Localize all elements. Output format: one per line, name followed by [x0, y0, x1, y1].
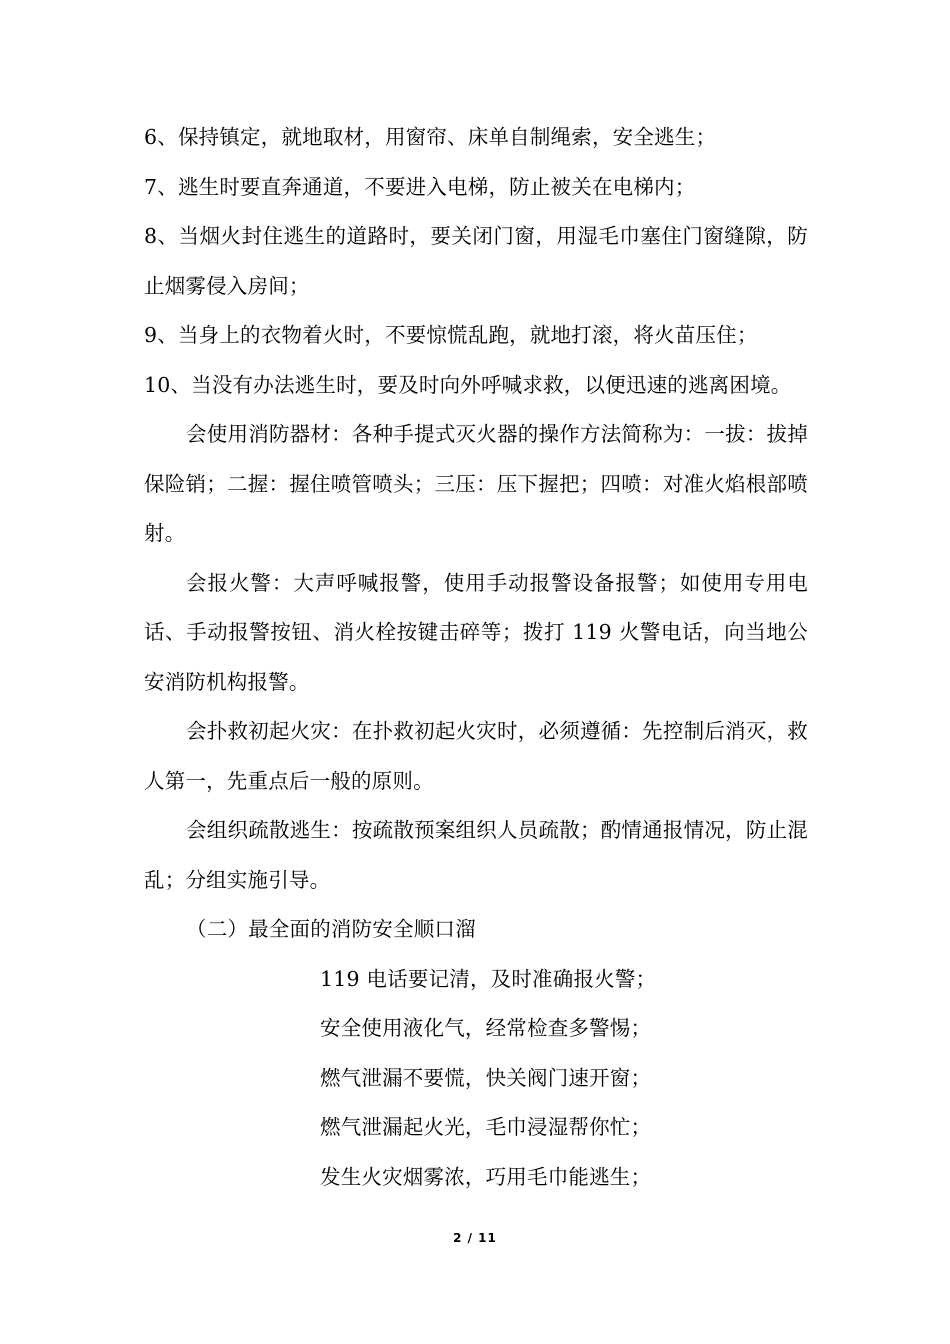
page-number: 2 / 11: [453, 1231, 497, 1245]
rhyme-block: [144, 955, 808, 1203]
paragraph-initial-firefighting: 会扑救初起火灾：在扑救初起火灾时，必须遵循：先控制后消灭，救人第一，先重点后一般的原则。: [144, 719, 808, 793]
paragraph-evacuation: 会组织疏散逃生：按疏散预案组织人员疏散；酌情通报情况，防止混乱；分组实施引导。: [144, 818, 808, 892]
paragraph-fire-equipment: 会使用消防器材：各种手提式灭火器的操作方法简称为：一拔：拔掉保险销；二握：握住喷管喷头；三压：压下握把；四喷：对准火焰根部喷射。: [144, 422, 808, 545]
rhyme-line: 燃气泄漏起火光，毛巾浸湿帮你忙；: [320, 1115, 652, 1139]
paragraph-fire-alarm: 会报火警：大声呼喊报警，使用手动报警设备报警；如使用专用电话、手动报警按钮、消火栓按键击碎等；拨打 119 火警电话，向当地公安消防机构报警。: [144, 570, 808, 694]
rhyme-line: 发生火灾烟雾浓，巧用毛巾能逃生；: [320, 1164, 652, 1189]
section-heading: （二）最全面的消防安全顺口溜: [186, 917, 476, 941]
list-item: 9、当身上的衣物着火时，不要惊慌乱跑，就地打滚，将火苗压住；: [144, 323, 758, 347]
rhyme-line: 燃气泄漏不要慌，快关阀门速开窗；: [320, 1065, 652, 1090]
page-content: [144, 113, 808, 1202]
list-item: 10、当没有办法逃生时，要及时向外呼喊求救，以便迅速的逃离困境。: [144, 372, 792, 397]
list-item: 8、当烟火封住逃生的道路时，要关闭门窗，用湿毛巾塞住门窗缝隙，防止烟雾侵入房间；: [144, 224, 808, 298]
rhyme-line: 119 电话要记清，及时准确报火警；: [320, 966, 657, 991]
list-item: 7、逃生时要直奔通道，不要进入电梯，防止被关在电梯内；: [144, 174, 696, 199]
rhyme-line: 安全使用液化气，经常检查多警惕；: [320, 1016, 652, 1040]
list-item: 6、保持镇定，就地取材，用窗帘、床单自制绳索，安全逃生；: [144, 125, 717, 149]
